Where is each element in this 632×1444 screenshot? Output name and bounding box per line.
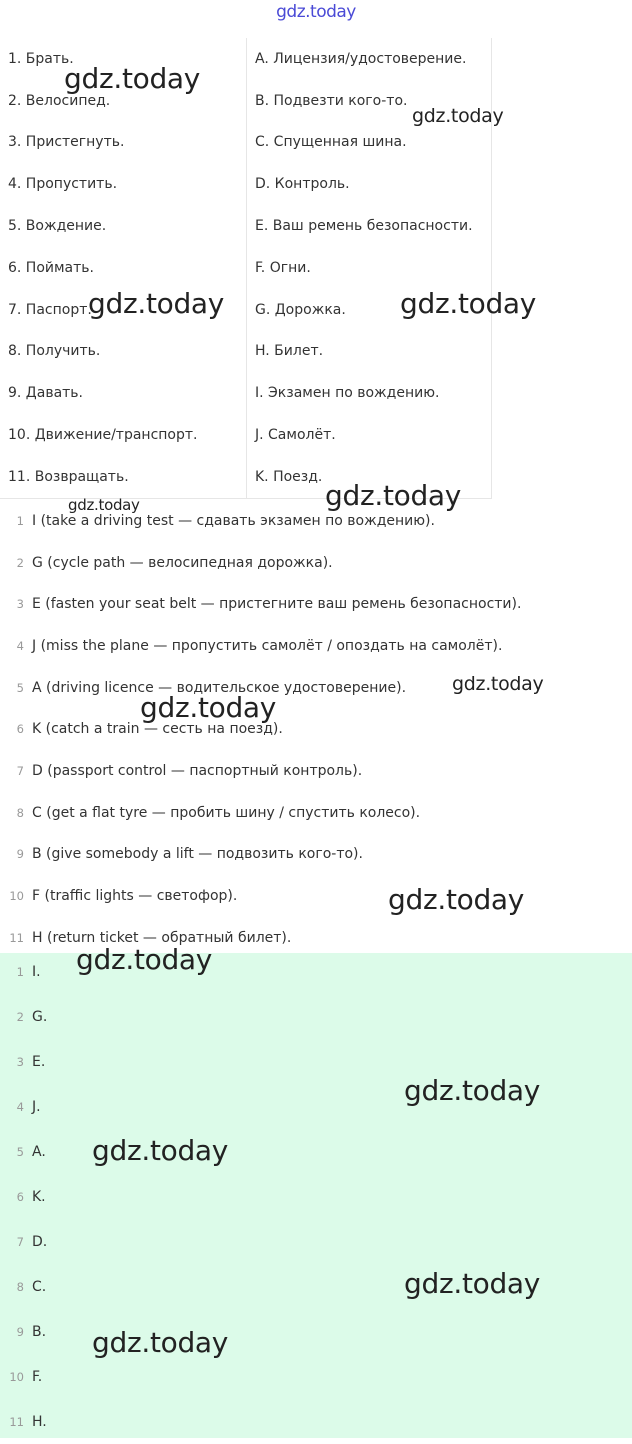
list-item <box>0 1264 632 1309</box>
answers-list <box>0 500 632 959</box>
list-item <box>0 542 632 584</box>
watermark: gdz.today <box>64 62 201 95</box>
table-row <box>0 122 492 164</box>
table-cell-right: J. Самолёт. <box>255 427 336 444</box>
item-number: 3 <box>16 1054 24 1069</box>
item-number: 4 <box>16 1099 24 1114</box>
list-item <box>0 1084 632 1129</box>
table-cell-left: 8. Получить. <box>0 331 247 373</box>
item-number: 10 <box>9 889 24 904</box>
list-item <box>0 1309 632 1354</box>
item-number: 6 <box>16 1189 24 1204</box>
item-text: H. <box>32 1413 47 1430</box>
table-cell-left: 10. Движение/транспорт. <box>0 414 247 456</box>
table-cell-left: 2. Велосипед. <box>0 80 247 122</box>
table-row <box>0 331 492 373</box>
table-row <box>0 205 492 247</box>
item-number: 7 <box>16 1234 24 1249</box>
item-number: 9 <box>16 847 24 862</box>
table-row <box>0 163 492 205</box>
item-text: F (traffic lights — светофор). <box>32 888 238 905</box>
item-number: 2 <box>16 555 24 570</box>
table-cell-left: 1. Брать. <box>0 38 247 80</box>
item-number: 5 <box>16 680 24 695</box>
table-cell-right: G. Дорожка. <box>255 301 346 318</box>
watermark: gdz.today <box>404 1267 541 1300</box>
item-number: 10 <box>9 1369 24 1384</box>
table-cell-left: 11. Возвращать. <box>0 456 247 498</box>
list-item <box>0 708 632 750</box>
list-item <box>0 949 632 994</box>
list-item <box>0 792 632 834</box>
list-item <box>0 1219 632 1264</box>
item-number: 1 <box>16 513 24 528</box>
list-item <box>0 1174 632 1219</box>
watermark: gdz.today <box>400 287 537 320</box>
item-text: H (return ticket — обратный билет). <box>32 929 292 946</box>
item-number: 6 <box>16 722 24 737</box>
table-row <box>0 372 492 414</box>
list-item <box>0 583 632 625</box>
table-cell-right: D. Контроль. <box>255 176 350 193</box>
table-row <box>0 289 492 331</box>
table-row <box>0 38 492 80</box>
item-number: 4 <box>16 638 24 653</box>
table-cell-left: 4. Пропустить. <box>0 163 247 205</box>
item-text: E. <box>32 1053 46 1070</box>
watermark: gdz.today <box>88 287 225 320</box>
watermark: gdz.today <box>412 105 504 127</box>
item-text: D (passport control — паспортный контроль). <box>32 762 363 779</box>
watermark: gdz.today <box>68 496 140 514</box>
item-number: 7 <box>16 763 24 778</box>
table-cell-right: B. Подвезти кого-то. <box>255 92 408 109</box>
list-item <box>0 834 632 876</box>
site-logo: gdz.today <box>276 2 356 22</box>
list-item <box>0 500 632 542</box>
item-number: 8 <box>16 1279 24 1294</box>
item-text: J (miss the plane — пропустить самолёт / опоздать на самолёт). <box>32 637 503 654</box>
table-row <box>0 414 492 456</box>
table-cell-left: 3. Пристегнуть. <box>0 122 247 164</box>
watermark: gdz.today <box>388 883 525 916</box>
table-cell-right: K. Поезд. <box>247 456 492 498</box>
item-number: 11 <box>9 930 24 945</box>
item-text: I. <box>32 963 41 980</box>
table-cell-right: A. Лицензия/удостоверение. <box>255 50 467 67</box>
item-number: 9 <box>16 1324 24 1339</box>
item-text: J. <box>32 1098 41 1115</box>
item-text: E (fasten your seat belt — пристегните ваш ремень безопасности). <box>32 596 522 613</box>
item-text: F. <box>32 1368 43 1385</box>
item-text: K. <box>32 1188 46 1205</box>
watermark: gdz.today <box>452 673 544 695</box>
table-row <box>0 80 492 122</box>
item-number: 8 <box>16 805 24 820</box>
item-text: K (catch a train — сесть на поезд). <box>32 721 283 738</box>
watermark: gdz.today <box>140 691 277 724</box>
list-item <box>0 1399 632 1444</box>
table-cell-right: C. Спущенная шина. <box>255 134 407 151</box>
item-text: C. <box>32 1278 47 1295</box>
watermark: gdz.today <box>92 1134 229 1167</box>
list-item <box>0 875 632 917</box>
list-item <box>0 667 632 709</box>
item-text: I (take a driving test — сдавать экзамен по вождению). <box>32 512 435 529</box>
item-text: A. <box>32 1143 46 1160</box>
table-cell-left: 7. Паспорт. <box>0 289 247 331</box>
item-number: 1 <box>16 964 24 979</box>
list-item <box>0 750 632 792</box>
item-text: G. <box>32 1008 48 1025</box>
list-item <box>0 625 632 667</box>
watermark: gdz.today <box>92 1326 229 1359</box>
table-cell-left: 5. Вождение. <box>0 205 247 247</box>
list-item <box>0 1129 632 1174</box>
watermark: gdz.today <box>325 479 462 512</box>
watermark: gdz.today <box>404 1074 541 1107</box>
item-number: 5 <box>16 1144 24 1159</box>
table-cell-right: I. Экзамен по вождению. <box>255 385 440 402</box>
watermark: gdz.today <box>76 943 213 976</box>
item-number: 2 <box>16 1009 24 1024</box>
item-text: G (cycle path — велосипедная дорожка). <box>32 554 333 571</box>
table-cell-right: H. Билет. <box>255 343 324 360</box>
short-answers-panel <box>0 953 632 1438</box>
list-item <box>0 1354 632 1399</box>
table-row <box>0 247 492 289</box>
table-row <box>0 456 492 498</box>
item-text: B. <box>32 1323 47 1340</box>
table-cell-left: 9. Давать. <box>0 372 247 414</box>
item-text: D. <box>32 1233 48 1250</box>
item-text: B (give somebody a lift — подвозить кого-то). <box>32 846 363 863</box>
matching-table <box>0 38 492 499</box>
table-cell-right: E. Ваш ремень безопасности. <box>255 218 473 235</box>
list-item <box>0 994 632 1039</box>
item-text: A (driving licence — водительское удостоверение). <box>32 679 407 696</box>
item-number: 11 <box>9 1414 24 1429</box>
table-cell-left: 6. Поймать. <box>0 247 247 289</box>
table-cell-right: F. Огни. <box>255 259 311 276</box>
item-number: 3 <box>16 597 24 612</box>
item-text: C (get a flat tyre — пробить шину / спустить колесо). <box>32 804 421 821</box>
list-item <box>0 1039 632 1084</box>
